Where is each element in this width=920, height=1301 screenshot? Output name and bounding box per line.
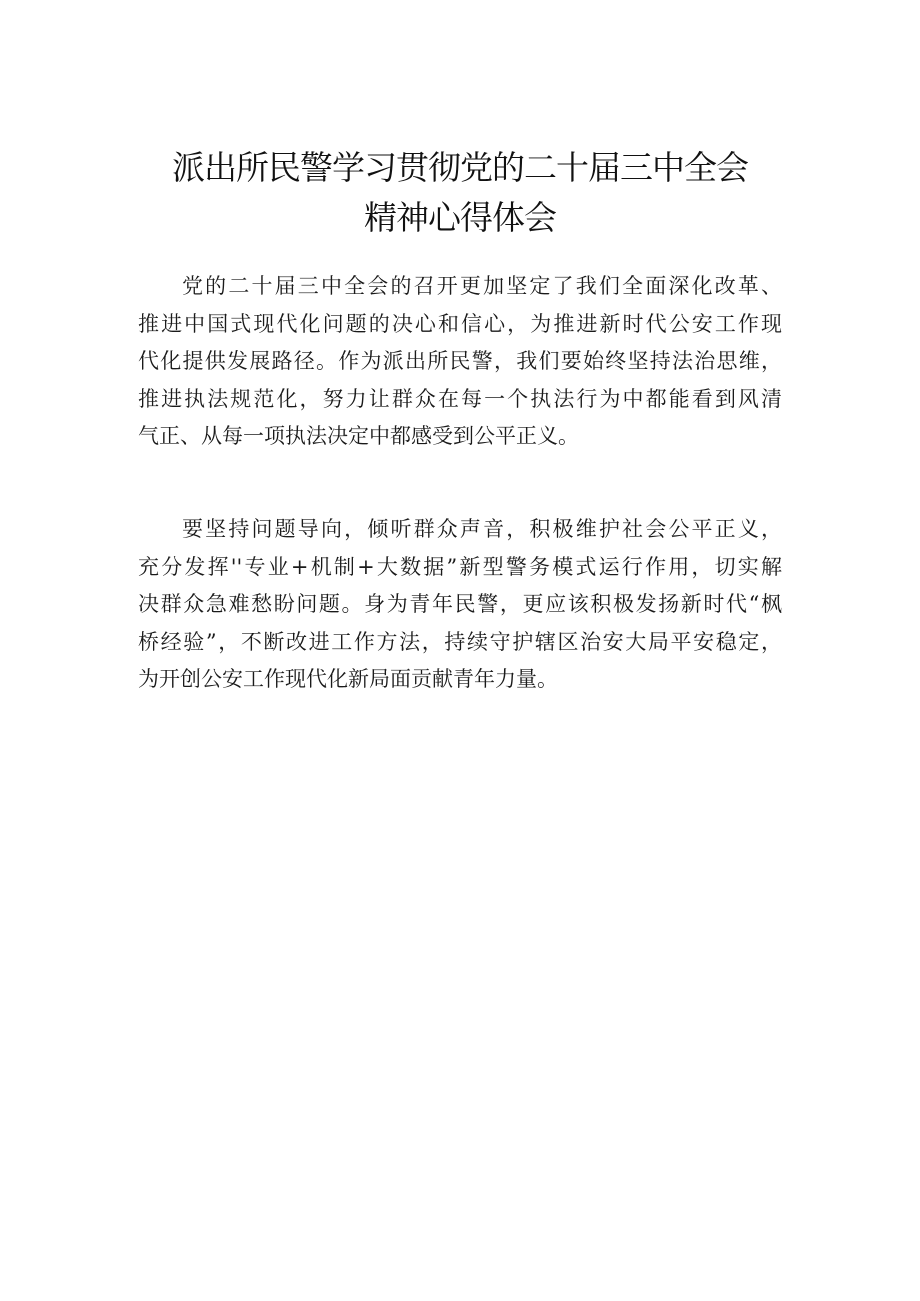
paragraph-line: 为开创公安工作现代化新局面贡献青年力量。 (138, 667, 558, 692)
paragraph-line: 推进中国式现代化问题的决心和信心，为推进新时代公安工作现 (138, 311, 782, 336)
paragraph-1 (138, 268, 782, 456)
document-title-line-1: 派出所民警学习贯彻党的二十届三中全会 (172, 148, 748, 187)
paragraph-line: 推进执法规范化，努力让群众在每一个执法行为中都能看到风清 (138, 386, 782, 411)
paragraph-line: 气正、从每一项执法决定中都感受到公平正义。 (138, 424, 579, 449)
document-title-line-2: 精神心得体会 (364, 198, 556, 237)
paragraph-line: 充分发挥''专业+机制+大数据”新型警务模式运行作用，切实解 (138, 554, 782, 579)
paragraph-line: 桥经验”，不断改进工作方法，持续守护辖区治安大局平安稳定， (138, 629, 782, 654)
paragraph-line: 党的二十届三中全会的召开更加坚定了我们全面深化改革、 (182, 274, 782, 298)
paragraph-line: 决群众急难愁盼问题。身为青年民警，更应该积极发扬新时代“枫 (138, 592, 782, 617)
paragraph-line: 要坚持问题导向，倾听群众声音，积极维护社会公平正义， (182, 517, 782, 541)
paragraph-line: 代化提供发展路径。作为派出所民警，我们要始终坚持法治思维， (138, 349, 782, 374)
paragraph-2 (138, 511, 782, 699)
